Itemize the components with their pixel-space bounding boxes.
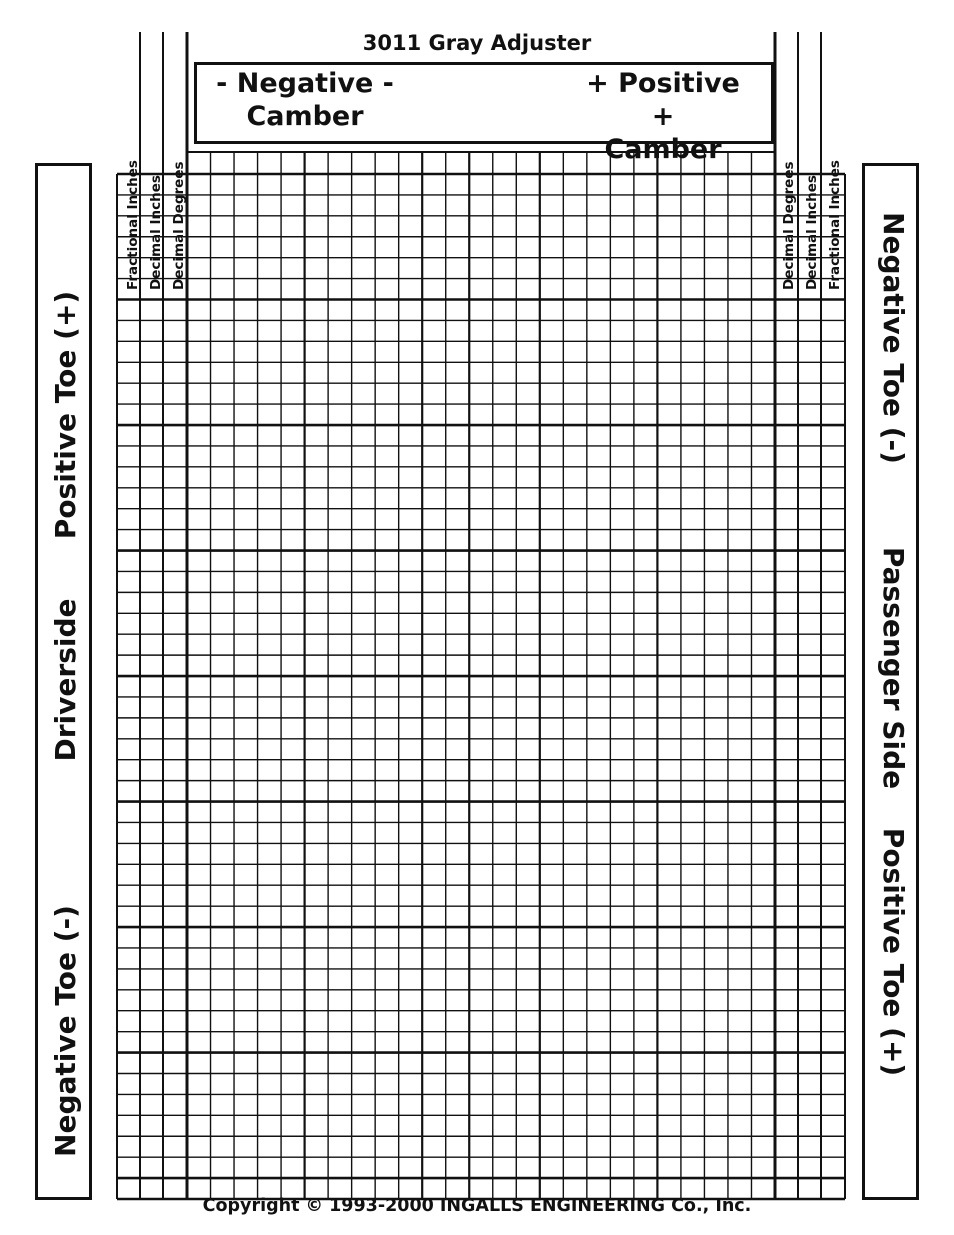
right-header-decimal-degrees: Decimal Degrees [781, 161, 797, 290]
copyright-footer: Copyright © 1993-2000 INGALLS ENGINEERING Co., Inc. [202, 1196, 752, 1216]
left-header-decimal-degrees: Decimal Degrees [171, 161, 187, 290]
passenger-side-label: Passenger Side [877, 546, 910, 790]
driver-toe-top-label: Positive Toe (+) [49, 290, 82, 540]
passenger-toe-top-label: Negative Toe (-) [877, 212, 910, 464]
positive-camber-line2: Camber [604, 134, 722, 165]
positive-camber-line1: + Positive + [586, 68, 740, 132]
form-title: 3011 Gray Adjuster [362, 31, 592, 55]
driver-side-label: Driverside [49, 598, 82, 762]
right-header-decimal-inches: Decimal Inches [804, 175, 820, 290]
right-header-fractional-inches: Fractional Inches [827, 160, 843, 290]
negative-camber-line1: - Negative - [216, 68, 394, 99]
driver-toe-bottom-label: Negative Toe (-) [49, 905, 82, 1157]
left-header-decimal-inches: Decimal Inches [148, 175, 164, 290]
passenger-toe-bottom-label: Positive Toe (+) [877, 827, 910, 1077]
left-header-fractional-inches: Fractional Inches [125, 160, 141, 290]
negative-camber-line2: Camber [246, 101, 364, 132]
